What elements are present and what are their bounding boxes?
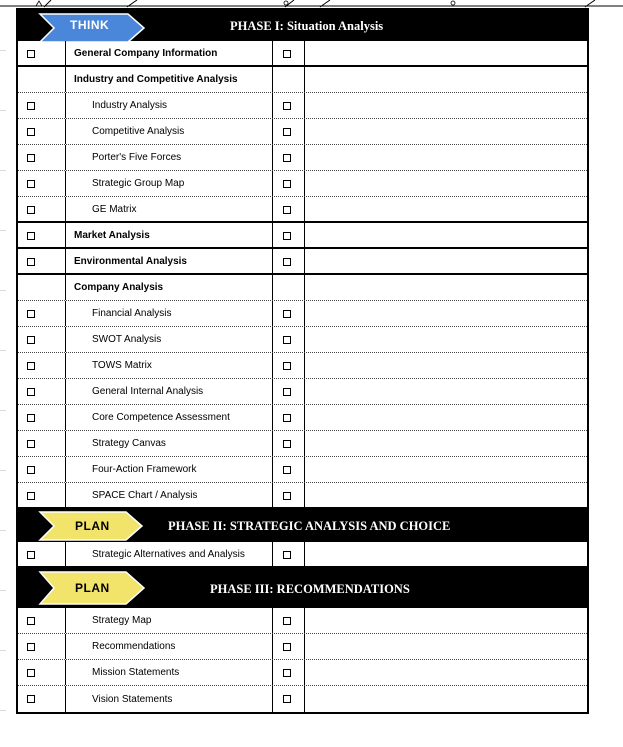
task-label: Four-Action Framework bbox=[66, 457, 273, 482]
notes-cell[interactable] bbox=[305, 353, 587, 378]
status-cell bbox=[18, 457, 66, 482]
checkbox[interactable] bbox=[27, 492, 35, 500]
phase2-rows bbox=[18, 542, 587, 568]
task-label: Environmental Analysis bbox=[66, 249, 273, 273]
done-cell bbox=[273, 171, 305, 196]
status-cell bbox=[18, 67, 66, 92]
checkbox[interactable] bbox=[283, 695, 291, 703]
checkbox[interactable] bbox=[283, 258, 291, 266]
notes-cell[interactable] bbox=[305, 405, 587, 430]
done-cell bbox=[273, 608, 305, 633]
notes-cell[interactable] bbox=[305, 608, 587, 633]
notes-cell[interactable] bbox=[305, 223, 587, 247]
checkbox[interactable] bbox=[283, 232, 291, 240]
checklist-row bbox=[18, 249, 587, 275]
phase1-title: PHASE I: Situation Analysis bbox=[230, 19, 384, 33]
phase2-badge: PLAN bbox=[75, 519, 110, 533]
checklist-sheet bbox=[16, 8, 589, 714]
checkbox[interactable] bbox=[27, 128, 35, 136]
task-label: Recommendations bbox=[66, 634, 273, 659]
checkbox[interactable] bbox=[27, 643, 35, 651]
checklist-row bbox=[18, 483, 587, 509]
status-cell bbox=[18, 379, 66, 404]
checkbox[interactable] bbox=[283, 414, 291, 422]
task-label: Industry and Competitive Analysis bbox=[66, 67, 273, 92]
checklist-row bbox=[18, 660, 587, 686]
checkbox[interactable] bbox=[27, 336, 35, 344]
status-cell bbox=[18, 353, 66, 378]
task-label: Mission Statements bbox=[66, 660, 273, 685]
task-label: Financial Analysis bbox=[66, 301, 273, 326]
status-cell bbox=[18, 483, 66, 507]
checkbox[interactable] bbox=[27, 617, 35, 625]
task-label: General Company Information bbox=[66, 41, 273, 65]
notes-cell[interactable] bbox=[305, 93, 587, 118]
phase2-header bbox=[18, 509, 587, 542]
checkbox[interactable] bbox=[27, 258, 35, 266]
checkbox[interactable] bbox=[27, 310, 35, 318]
checklist-row bbox=[18, 457, 587, 483]
phase3-rows bbox=[18, 608, 587, 712]
status-cell bbox=[18, 41, 66, 65]
notes-cell[interactable] bbox=[305, 457, 587, 482]
notes-cell[interactable] bbox=[305, 197, 587, 221]
checkbox[interactable] bbox=[283, 643, 291, 651]
checkbox[interactable] bbox=[27, 362, 35, 370]
checkbox[interactable] bbox=[283, 180, 291, 188]
task-label: Strategy Canvas bbox=[66, 431, 273, 456]
checkbox[interactable] bbox=[283, 492, 291, 500]
status-cell bbox=[18, 145, 66, 170]
checklist-row bbox=[18, 93, 587, 119]
status-cell bbox=[18, 405, 66, 430]
status-cell bbox=[18, 197, 66, 221]
checkbox[interactable] bbox=[27, 154, 35, 162]
checklist-row bbox=[18, 197, 587, 223]
done-cell bbox=[273, 145, 305, 170]
status-cell bbox=[18, 223, 66, 247]
checkbox[interactable] bbox=[283, 617, 291, 625]
task-label: TOWS Matrix bbox=[66, 353, 273, 378]
checklist-row bbox=[18, 171, 587, 197]
done-cell bbox=[273, 327, 305, 352]
checkbox[interactable] bbox=[283, 388, 291, 396]
checkbox[interactable] bbox=[27, 388, 35, 396]
checkbox[interactable] bbox=[283, 310, 291, 318]
notes-cell[interactable] bbox=[305, 301, 587, 326]
checkbox[interactable] bbox=[283, 669, 291, 677]
checklist-row bbox=[18, 431, 587, 457]
checklist-row bbox=[18, 379, 587, 405]
status-cell bbox=[18, 660, 66, 685]
notes-cell[interactable] bbox=[305, 67, 587, 92]
done-cell bbox=[273, 223, 305, 247]
checklist-row bbox=[18, 327, 587, 353]
task-label: General Internal Analysis bbox=[66, 379, 273, 404]
task-label: Competitive Analysis bbox=[66, 119, 273, 144]
task-label: Core Competence Assessment bbox=[66, 405, 273, 430]
checkbox[interactable] bbox=[283, 440, 291, 448]
task-label: GE Matrix bbox=[66, 197, 273, 221]
checkbox[interactable] bbox=[283, 128, 291, 136]
phase2-title: PHASE II: STRATEGIC ANALYSIS AND CHOICE bbox=[168, 519, 451, 533]
phase3-title: PHASE III: RECOMMENDATIONS bbox=[210, 582, 410, 596]
checklist-row bbox=[18, 608, 587, 634]
status-cell bbox=[18, 542, 66, 566]
notes-cell[interactable] bbox=[305, 634, 587, 659]
notes-cell[interactable] bbox=[305, 542, 587, 566]
checkbox[interactable] bbox=[27, 551, 35, 559]
done-cell bbox=[273, 93, 305, 118]
checklist-row bbox=[18, 67, 587, 93]
task-label: Strategy Map bbox=[66, 608, 273, 633]
checkbox[interactable] bbox=[283, 206, 291, 214]
status-cell bbox=[18, 608, 66, 633]
done-cell bbox=[273, 353, 305, 378]
status-cell bbox=[18, 634, 66, 659]
checkbox[interactable] bbox=[27, 466, 35, 474]
done-cell bbox=[273, 634, 305, 659]
notes-cell[interactable] bbox=[305, 275, 587, 300]
task-label: Market Analysis bbox=[66, 223, 273, 247]
notes-cell[interactable] bbox=[305, 249, 587, 273]
notes-cell[interactable] bbox=[305, 327, 587, 352]
phase3-badge: PLAN bbox=[75, 581, 110, 595]
checklist-row bbox=[18, 301, 587, 327]
task-label: Vision Statements bbox=[66, 686, 273, 712]
done-cell bbox=[273, 301, 305, 326]
checklist-row bbox=[18, 686, 587, 712]
checkbox[interactable] bbox=[27, 440, 35, 448]
notes-cell[interactable] bbox=[305, 660, 587, 685]
status-cell bbox=[18, 275, 66, 300]
done-cell bbox=[273, 686, 305, 712]
status-cell bbox=[18, 171, 66, 196]
done-cell bbox=[273, 379, 305, 404]
task-label: Industry Analysis bbox=[66, 93, 273, 118]
checklist-row bbox=[18, 275, 587, 301]
checkbox[interactable] bbox=[27, 180, 35, 188]
task-label: Porter's Five Forces bbox=[66, 145, 273, 170]
status-cell bbox=[18, 327, 66, 352]
notes-cell[interactable] bbox=[305, 145, 587, 170]
done-cell bbox=[273, 275, 305, 300]
done-cell bbox=[273, 67, 305, 92]
notes-cell[interactable] bbox=[305, 431, 587, 456]
checkbox[interactable] bbox=[27, 102, 35, 110]
checkbox[interactable] bbox=[27, 669, 35, 677]
checkbox[interactable] bbox=[27, 695, 35, 703]
status-cell bbox=[18, 301, 66, 326]
task-label: SPACE Chart / Analysis bbox=[66, 483, 273, 507]
checkbox[interactable] bbox=[27, 206, 35, 214]
status-cell bbox=[18, 431, 66, 456]
notes-cell[interactable] bbox=[305, 686, 587, 712]
checkbox[interactable] bbox=[283, 362, 291, 370]
checkbox[interactable] bbox=[283, 154, 291, 162]
checkbox[interactable] bbox=[27, 232, 35, 240]
checkbox[interactable] bbox=[283, 102, 291, 110]
done-cell bbox=[273, 660, 305, 685]
phase1-header bbox=[18, 8, 587, 41]
checkbox[interactable] bbox=[283, 551, 291, 559]
checklist-row bbox=[18, 353, 587, 379]
checkbox[interactable] bbox=[27, 414, 35, 422]
notes-cell[interactable] bbox=[305, 171, 587, 196]
status-cell bbox=[18, 93, 66, 118]
status-cell bbox=[18, 249, 66, 273]
done-cell bbox=[273, 457, 305, 482]
notes-cell[interactable] bbox=[305, 41, 587, 65]
notes-cell[interactable] bbox=[305, 379, 587, 404]
done-cell bbox=[273, 542, 305, 566]
checklist-row bbox=[18, 145, 587, 171]
task-label: Strategic Group Map bbox=[66, 171, 273, 196]
checklist-row bbox=[18, 542, 587, 568]
done-cell bbox=[273, 41, 305, 65]
checkbox[interactable] bbox=[283, 466, 291, 474]
checklist-row bbox=[18, 223, 587, 249]
checklist-row bbox=[18, 41, 587, 67]
checklist-row bbox=[18, 119, 587, 145]
checkbox[interactable] bbox=[283, 336, 291, 344]
done-cell bbox=[273, 405, 305, 430]
checkbox[interactable] bbox=[283, 50, 291, 58]
done-cell bbox=[273, 431, 305, 456]
checklist-row bbox=[18, 405, 587, 431]
status-cell bbox=[18, 119, 66, 144]
status-cell bbox=[18, 686, 66, 712]
checkbox[interactable] bbox=[27, 50, 35, 58]
checklist-row bbox=[18, 634, 587, 660]
done-cell bbox=[273, 197, 305, 221]
phase3-header bbox=[18, 568, 587, 608]
phase1-rows bbox=[18, 41, 587, 509]
notes-cell[interactable] bbox=[305, 483, 587, 507]
task-label: Company Analysis bbox=[66, 275, 273, 300]
done-cell bbox=[273, 119, 305, 144]
cropped-column-headers bbox=[0, 0, 623, 8]
phase1-badge: THINK bbox=[70, 18, 110, 32]
done-cell bbox=[273, 483, 305, 507]
done-cell bbox=[273, 249, 305, 273]
notes-cell[interactable] bbox=[305, 119, 587, 144]
task-label: SWOT Analysis bbox=[66, 327, 273, 352]
task-label: Strategic Alternatives and Analysis bbox=[66, 542, 273, 566]
